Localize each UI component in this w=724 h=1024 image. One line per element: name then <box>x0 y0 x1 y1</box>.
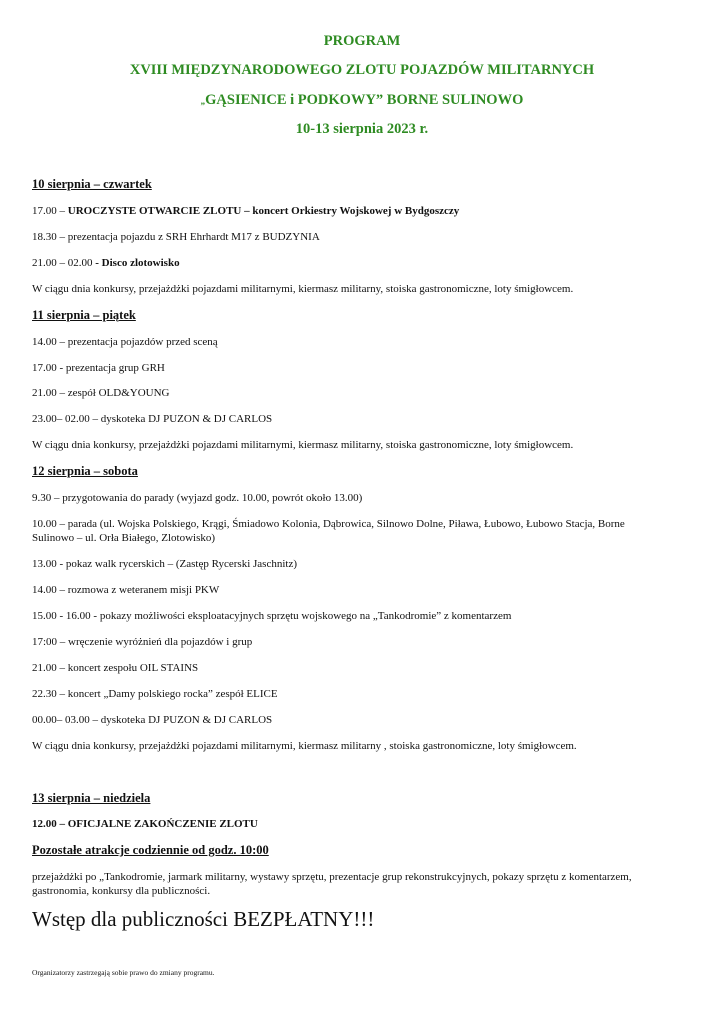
day1-event-presentation: 18.30 – prezentacja pojazdu z SRH Ehrhardt M17 z BUDZYNIA <box>32 231 320 243</box>
day3-event-2-line2: Sulinowo – ul. Orła Białego, Zlotowisko) <box>32 532 216 544</box>
day3-title: 12 sierpnia – sobota <box>32 464 138 478</box>
footer-disclaimer: Organizatorzy zastrzegają sobie prawo do zmiany programu. <box>32 968 215 977</box>
other-attractions-text-line2: gastronomia, konkursy dla publiczności. <box>32 885 211 897</box>
day1-note: W ciągu dnia konkursy, przejażdżki pojazdami militarnymi, kiermasz militarny, stoiska gastronomiczne, loty śmigłowcem. <box>32 283 574 295</box>
day1-event-disco-dash: - <box>95 257 99 269</box>
header-event-subtitle <box>0 92 724 109</box>
other-attractions-title: Pozostałe atrakcje codziennie od godz. 10:00 <box>32 843 269 857</box>
header-dates: 10-13 sierpnia 2023 r. <box>295 121 429 137</box>
day3-event-2-line1: 10.00 – parada (ul. Wojska Polskiego, Krągi, Śmiadowo Kolonia, Dąbrowica, Silnowo Dolne, Piława, Łubowo, Łubowo Stacja, Borne <box>32 518 625 530</box>
day3-event-7: 21.00 – koncert zespołu OIL STAINS <box>32 662 199 674</box>
day3-event-8: 22.30 – koncert „Damy polskiego rocka” zespół ELICE <box>32 688 278 700</box>
other-attractions-text-line1: przejażdżki po „Tankodromie, jarmark militarny, wystawy sprzętu, prezentacje grup rekonstrukcyjnych, pokazy sprzętu z komentarzem, <box>32 871 632 883</box>
day2-event-1: 14.00 – prezentacja pojazdów przed sceną <box>32 336 218 348</box>
free-entry-notice: Wstęp dla publiczności BEZPŁATNY!!! <box>32 907 375 931</box>
day1-event-opening-text: UROCZYSTE OTWARCIE ZLOTU – koncert Orkiestry Wojskowej w Bydgoszczy <box>67 205 460 217</box>
day3-event-4: 14.00 – rozmowa z weteranem misji PKW <box>32 584 220 596</box>
day2-title: 11 sierpnia – piątek <box>32 308 136 322</box>
day3-event-1: 9.30 – przygotowania do parady (wyjazd godz. 10.00, powrót około 13.00) <box>32 492 363 504</box>
day3-note: W ciągu dnia konkursy, przejażdżki pojazdami militarnymi, kiermasz militarny , stoiska gastronomiczne, loty śmigłowcem. <box>32 740 577 752</box>
day1-event-disco <box>32 256 702 270</box>
day3-event-6: 17:00 – wręczenie wyróżnień dla pojazdów i grup <box>32 636 253 648</box>
day3-event-3: 13.00 - pokaz walk rycerskich – (Zastęp Rycerski Jaschnitz) <box>32 558 297 570</box>
header-event-subtitle-text: GĄSIENICE i PODKOWY” BORNE SULINOWO <box>205 92 524 108</box>
day4-event-closing: 12.00 – OFICJALNE ZAKOŃCZENIE ZLOTU <box>32 818 258 830</box>
header-event-name: XVIII MIĘDZYNARODOWEGO ZLOTU POJAZDÓW MILITARNYCH <box>129 62 595 78</box>
day2-event-3: 21.00 – zespół OLD&YOUNG <box>32 387 170 399</box>
day2-event-4: 23.00– 02.00 – dyskoteka DJ PUZON & DJ CARLOS <box>32 413 273 425</box>
day1-event-opening-time: 17.00 – <box>32 205 68 217</box>
day4-title: 13 sierpnia – niedziela <box>32 791 151 805</box>
day1-event-disco-label: Disco zlotowisko <box>98 257 180 269</box>
day1-event-disco-time: 21.00 – 02.00 <box>32 257 96 269</box>
opening-quote: „ <box>200 96 206 106</box>
day2-note: W ciągu dnia konkursy, przejażdżki pojazdami militarnymi, kiermasz militarny, stoiska gastronomiczne, loty śmigłowcem. <box>32 439 574 451</box>
header-title: PROGRAM <box>323 33 401 49</box>
day2-event-2: 17.00 - prezentacja grup GRH <box>32 362 165 374</box>
day1-title: 10 sierpnia – czwartek <box>32 177 152 191</box>
day1-event-opening <box>32 204 702 218</box>
day3-event-5: 15.00 - 16.00 - pokazy możliwości eksploatacyjnych sprzętu wojskowego na „Tankodromie” z komentarzem <box>32 610 512 622</box>
day3-event-9: 00.00– 03.00 – dyskoteka DJ PUZON & DJ CARLOS <box>32 714 273 726</box>
